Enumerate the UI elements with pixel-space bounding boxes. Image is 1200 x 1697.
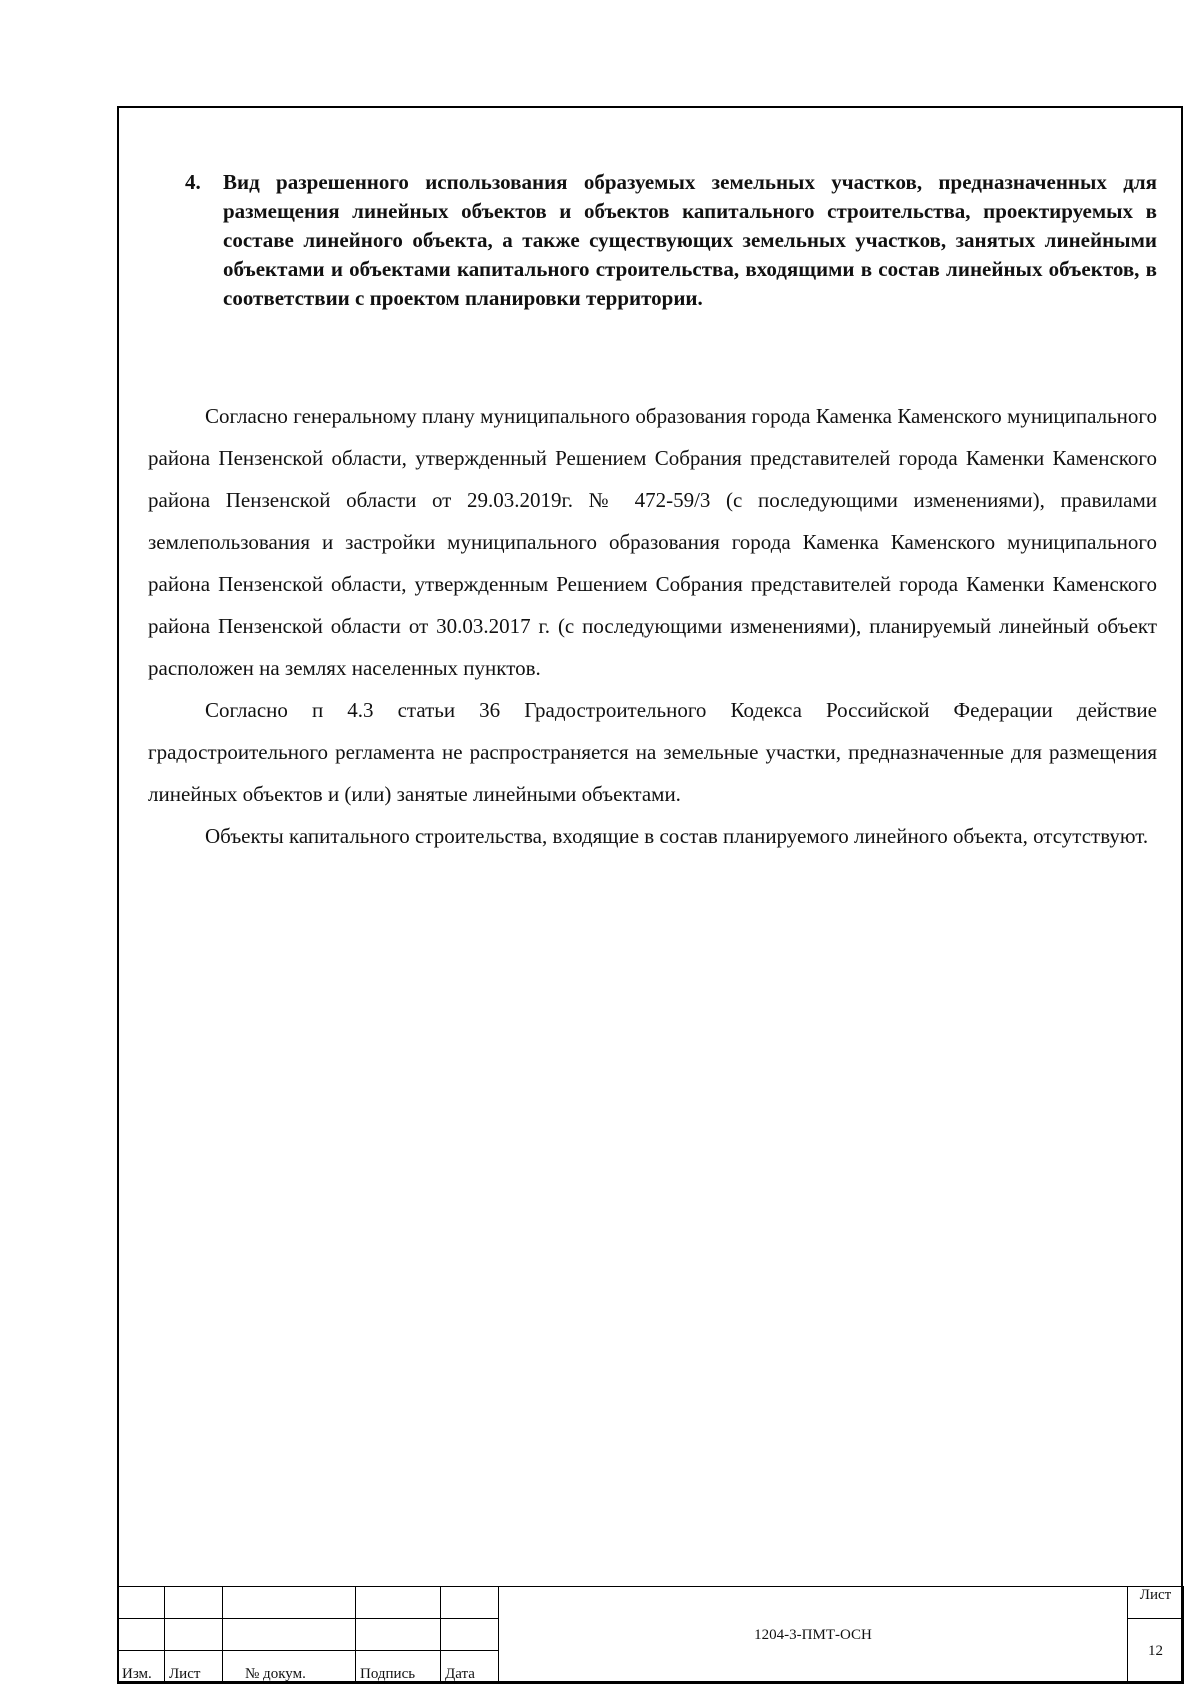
stamp-cell: [441, 1619, 499, 1651]
stamp-cell: [356, 1619, 441, 1651]
col-header-date: Дата: [441, 1651, 499, 1684]
col-header-list: Лист: [165, 1651, 223, 1684]
page-frame: [117, 106, 1183, 1683]
sheet-label: Лист: [1128, 1587, 1184, 1619]
section-heading: [185, 168, 1157, 313]
stamp-cell: [356, 1587, 441, 1619]
paragraph: Согласно генеральному плану муниципального образования города Каменка Каменского муниципального района Пензенской области, утвержденный Решением Собрания представителей города Каменки Каменского района Пензенской области от 29.03.2019г. № 472-59/3 (с последующими изменениями), правилами землепользования и застройки муниципального образования города Каменка Каменского муниципального района Пензенской области, утвержденным Решением Собрания представителей города Каменки Каменского района Пензенской области от 30.03.2017 г. (с последующими изменениями), планируемый линейный объект расположен на землях населенных пунктов.: [148, 404, 1157, 680]
paragraph: Согласно п 4.3 статьи 36 Градостроительного Кодекса Российской Федерации действие градостроительного регламента не распространяется на земельные участки, предназначенные для размещения линейных объектов и (или) занятые линейными объектами.: [148, 698, 1157, 806]
col-header-izm: Изм.: [118, 1651, 165, 1684]
col-header-sign: Подпись: [356, 1651, 441, 1684]
col-header-doc: № докум.: [223, 1651, 356, 1684]
document-code: 1204-3-ПМТ-ОСН: [499, 1587, 1128, 1684]
stamp-cell: [223, 1587, 356, 1619]
body-text: [148, 395, 1157, 857]
stamp-cell: [165, 1587, 223, 1619]
stamp-cell: [165, 1619, 223, 1651]
section-title: Вид разрешенного использования образуемых земельных участков, предназначенных для размещения линейных объектов и объектов капитального строительства, проектируемых в составе линейного объекта, а также существующих земельных участков, занятых линейными объектами и объектами капитального строительства, входящими в состав линейных объектов, в соответствии с проектом планировки территории.: [223, 170, 1157, 310]
sheet-number: 12: [1128, 1619, 1184, 1684]
stamp-cell: [223, 1619, 356, 1651]
stamp-cell: [441, 1587, 499, 1619]
section-number: 4.: [185, 170, 201, 194]
paragraph: Объекты капитального строительства, входящие в состав планируемого линейного объекта, отсутствуют.: [205, 824, 1149, 848]
stamp-cell: [118, 1587, 165, 1619]
title-block-table: [117, 1586, 1184, 1684]
stamp-cell: [118, 1619, 165, 1651]
title-block: [117, 1586, 1183, 1683]
